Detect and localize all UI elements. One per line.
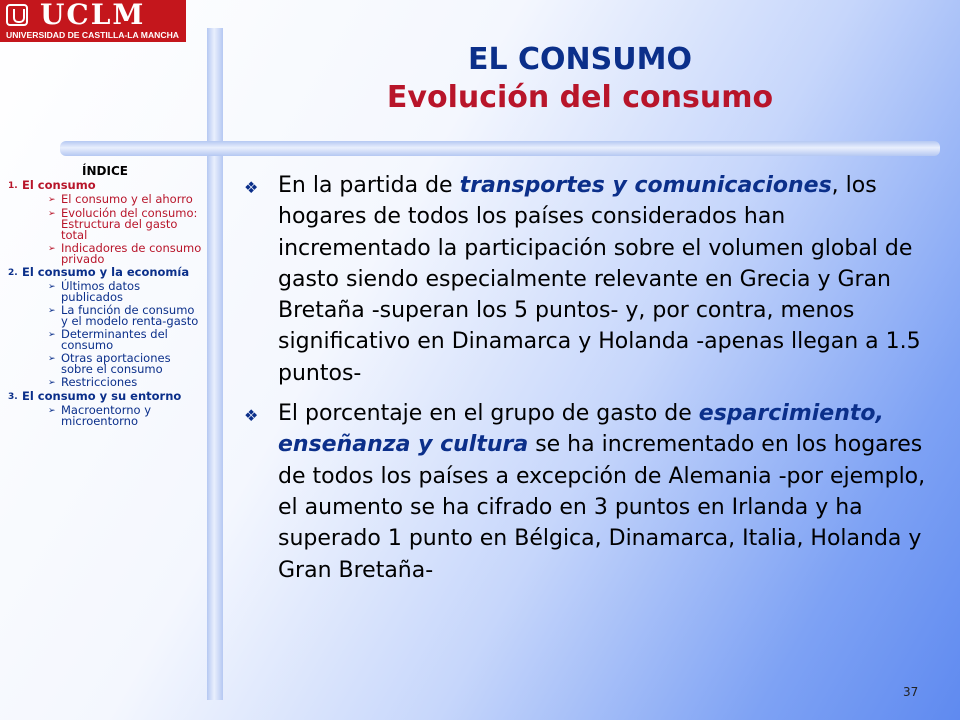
index-item[interactable] bbox=[48, 208, 202, 241]
arrow-bullet-icon: ➢ bbox=[48, 354, 56, 364]
index-item[interactable] bbox=[48, 281, 202, 303]
index-panel bbox=[8, 166, 202, 427]
index-item[interactable] bbox=[48, 377, 202, 389]
index-item-label: Últimos datos publicados bbox=[61, 279, 141, 304]
bullet-text bbox=[278, 170, 934, 389]
bullet-text-lead: El porcentaje en el grupo de gasto de bbox=[278, 401, 699, 427]
section-number: 2. bbox=[8, 268, 18, 278]
index-item-label: Determinantes del consumo bbox=[61, 327, 168, 352]
bullet-paragraph bbox=[244, 398, 934, 586]
section-label: El consumo y la economía bbox=[22, 265, 190, 279]
index-item-label: Otras aportaciones sobre el consumo bbox=[61, 351, 171, 376]
arrow-bullet-icon: ➢ bbox=[48, 406, 56, 416]
page-number: 37 bbox=[903, 685, 919, 699]
index-item-label: El consumo y el ahorro bbox=[61, 192, 193, 206]
index-section-3[interactable] bbox=[8, 391, 202, 403]
section-number: 3. bbox=[8, 392, 18, 402]
index-item[interactable] bbox=[48, 243, 202, 265]
bullet-text bbox=[278, 398, 934, 586]
horizontal-divider bbox=[60, 141, 940, 156]
arrow-bullet-icon: ➢ bbox=[48, 282, 56, 292]
index-item-label: Indicadores de consumo privado bbox=[61, 241, 202, 266]
index-section-2[interactable] bbox=[8, 267, 202, 279]
arrow-bullet-icon: ➢ bbox=[48, 195, 56, 205]
bullet-emphasis: transportes y comunicaciones bbox=[459, 173, 832, 198]
section-label: El consumo bbox=[22, 178, 96, 192]
index-item[interactable] bbox=[48, 329, 202, 351]
index-heading: ÍNDICE bbox=[82, 164, 128, 178]
index-item[interactable] bbox=[48, 305, 202, 327]
index-item-label: Evolución del consumo: Estructura del gasto total bbox=[61, 206, 198, 242]
diamond-bullet-icon: ❖ bbox=[244, 406, 259, 426]
arrow-bullet-icon: ➢ bbox=[48, 330, 56, 340]
section-label: El consumo y su entorno bbox=[22, 389, 182, 403]
bullet-paragraph bbox=[244, 170, 934, 389]
bullet-text-rest: , los hogares de todos los países considerados han incrementado la participación sobre el volumen global de gasto siendo especialmente relevante en Grecia y Gran Bretaña -superan los 5 puntos- y, por contra, menos significativo en Dinamarca y Holanda -apenas llegan a 1.5 puntos- bbox=[278, 173, 921, 386]
slide-title bbox=[230, 40, 930, 118]
diamond-bullet-icon: ❖ bbox=[244, 178, 259, 197]
university-emblem-icon bbox=[6, 4, 28, 26]
arrow-bullet-icon: ➢ bbox=[48, 209, 56, 219]
index-item[interactable] bbox=[48, 353, 202, 375]
title-sub: Evolución del consumo bbox=[386, 80, 774, 115]
index-item[interactable] bbox=[48, 405, 202, 427]
slide-body bbox=[244, 170, 934, 595]
logo-word: UCLM bbox=[40, 0, 146, 31]
section-number: 1. bbox=[8, 181, 18, 191]
index-section-1[interactable] bbox=[8, 180, 202, 192]
title-main: EL CONSUMO bbox=[467, 42, 692, 77]
index-item-label: La función de consumo y el modelo renta-gasto bbox=[61, 303, 199, 328]
bullet-text-lead: En la partida de bbox=[278, 173, 460, 198]
bullet-text-rest: se ha incrementado en los hogares de todos los países a excepción de Alemania -por ejemplo, el aumento se ha cifrado en 3 puntos en Irlanda y ha superado 1 punto en Bélgica, Dinamarca, Italia, Holanda y Gran Bretaña- bbox=[278, 432, 926, 583]
uclm-logo bbox=[0, 0, 186, 42]
vertical-divider bbox=[207, 28, 223, 700]
index-item-label: Restricciones bbox=[61, 375, 138, 389]
arrow-bullet-icon: ➢ bbox=[48, 306, 56, 316]
logo-subtitle: UNIVERSIDAD DE CASTILLA-LA MANCHA bbox=[6, 30, 179, 40]
bullet-emphasis: esparcimiento, enseñanza y cultura bbox=[278, 401, 884, 458]
index-item[interactable] bbox=[48, 194, 202, 206]
arrow-bullet-icon: ➢ bbox=[48, 244, 56, 254]
arrow-bullet-icon: ➢ bbox=[48, 378, 56, 388]
index-item-label: Macroentorno y microentorno bbox=[61, 403, 152, 428]
